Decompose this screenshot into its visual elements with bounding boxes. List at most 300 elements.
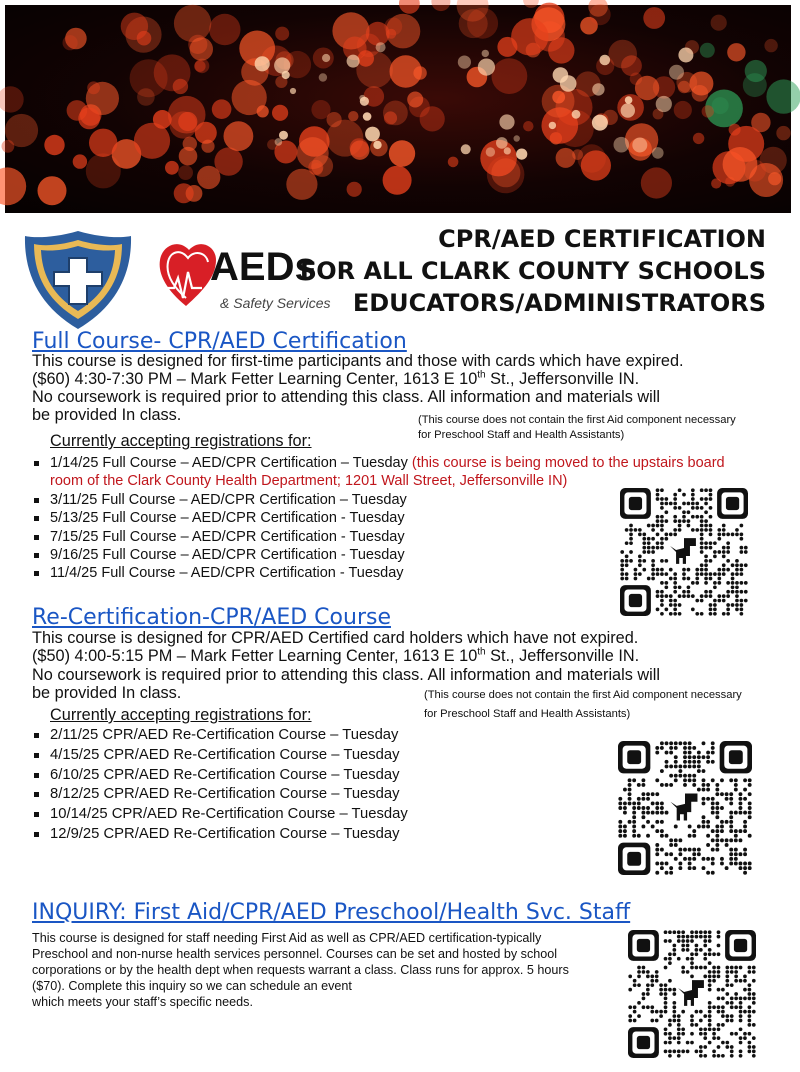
qr-module (743, 825, 747, 829)
qr-module (691, 493, 695, 497)
bokeh-light (134, 123, 170, 159)
qr-module (660, 541, 664, 545)
full-course-qr-code-icon[interactable] (620, 488, 750, 616)
qr-module (647, 546, 651, 550)
qr-module (708, 952, 712, 956)
qr-module (708, 1023, 712, 1027)
bokeh-light (44, 135, 64, 155)
qr-module (650, 983, 654, 987)
bokeh-light (348, 111, 358, 121)
qr-module (695, 612, 699, 616)
qr-module (660, 519, 664, 523)
qr-module (629, 528, 633, 532)
qr-module (632, 811, 636, 815)
qr-module (665, 783, 669, 787)
qr-module (668, 988, 672, 992)
qr-module (725, 792, 729, 796)
qr-module (729, 801, 733, 805)
qr-module (744, 590, 748, 594)
qr-module (721, 1014, 725, 1018)
qr-module (711, 838, 715, 842)
bokeh-light (556, 148, 576, 168)
qr-module (717, 581, 721, 585)
bokeh-highlight (275, 138, 283, 146)
qr-module (725, 974, 729, 978)
qr-module (690, 961, 694, 965)
qr-module (739, 792, 743, 796)
qr-module (699, 1010, 703, 1014)
qr-module (704, 541, 708, 545)
qr-module (700, 528, 704, 532)
qr-module (725, 1045, 729, 1049)
qr-module (688, 746, 692, 750)
qr-module (660, 848, 664, 852)
qr-module (702, 769, 706, 773)
qr-module (703, 952, 707, 956)
qr-module (678, 612, 682, 616)
qr-module (669, 866, 673, 870)
qr-module (687, 502, 691, 506)
qr-module (660, 594, 664, 598)
qr-module (664, 497, 668, 501)
qr-module (668, 957, 672, 961)
qr-module (647, 537, 651, 541)
qr-module (625, 572, 629, 576)
qr-module (677, 1050, 681, 1054)
bokeh-light (165, 161, 179, 175)
qr-module (688, 857, 692, 861)
full-course-date-item (32, 454, 725, 491)
bokeh-light (491, 158, 520, 187)
qr-module (740, 603, 744, 607)
qr-module (646, 834, 650, 838)
qr-module (642, 970, 646, 974)
qr-module (735, 594, 739, 598)
qr-module (665, 811, 669, 815)
qr-module (672, 988, 676, 992)
qr-module (743, 820, 747, 824)
qr-module (717, 1036, 721, 1040)
qr-module (708, 1014, 712, 1018)
bokeh-light (197, 166, 220, 189)
qr-module (743, 848, 747, 852)
qr-module (708, 1019, 712, 1023)
qr-module (735, 563, 739, 567)
qr-module (704, 546, 708, 550)
qr-module (647, 550, 651, 554)
qr-module (700, 532, 704, 536)
qr-module (729, 825, 733, 829)
qr-module (730, 1050, 734, 1054)
qr-module (620, 559, 624, 563)
qr-module (651, 524, 655, 528)
qr-module (682, 502, 686, 506)
qr-module (708, 1010, 712, 1014)
qr-module (699, 1032, 703, 1036)
qr-module (715, 806, 719, 810)
qr-module (637, 1014, 641, 1018)
bokeh-highlight (592, 83, 604, 95)
qr-module (695, 502, 699, 506)
recert-description-4: be provided In class. (32, 684, 182, 702)
qr-module (642, 532, 646, 536)
qr-module (697, 751, 701, 755)
qr-module (700, 506, 704, 510)
qr-module (660, 572, 664, 576)
bokeh-light (0, 167, 26, 205)
qr-module (678, 488, 682, 492)
qr-module (665, 871, 669, 875)
qr-module (688, 866, 692, 870)
qr-module (678, 866, 682, 870)
qr-module (673, 577, 677, 581)
qr-module (642, 997, 646, 1001)
qr-module (709, 546, 713, 550)
qr-module (722, 532, 726, 536)
qr-module (730, 1019, 734, 1023)
bokeh-highlight (632, 138, 647, 153)
qr-module (695, 581, 699, 585)
recert-qr-code-icon[interactable] (618, 741, 752, 875)
qr-module (740, 599, 744, 603)
qr-module (734, 811, 738, 815)
qr-module (673, 581, 677, 585)
qr-module (739, 1036, 743, 1040)
qr-module (655, 811, 659, 815)
qr-module (638, 559, 642, 563)
qr-module (729, 792, 733, 796)
qr-module (725, 1019, 729, 1023)
qr-module (655, 974, 659, 978)
recert-date-item: 2/11/25 CPR/AED Re-Certification Course – Tuesday (32, 726, 408, 746)
qr-module (743, 974, 747, 978)
full-course-note-1: (This course does not contain the first Aid component necessary (418, 414, 736, 426)
qr-module (681, 948, 685, 952)
qr-module (711, 811, 715, 815)
qr-module (651, 572, 655, 576)
qr-module (725, 866, 729, 870)
recert-heading-link[interactable]: Re-Certification-CPR/AED Course (32, 605, 391, 630)
qr-module (708, 988, 712, 992)
dinosaur-icon (670, 793, 697, 820)
qr-module (683, 848, 687, 852)
recert-description-2 (32, 647, 639, 665)
qr-module (637, 806, 641, 810)
qr-module (708, 974, 712, 978)
qr-module (678, 764, 682, 768)
qr-module (748, 1005, 752, 1009)
qr-module (677, 935, 681, 939)
qr-module (708, 961, 712, 965)
qr-module (674, 843, 678, 847)
qr-module (715, 825, 719, 829)
qr-module (681, 1032, 685, 1036)
qr-module (655, 746, 659, 750)
qr-module (651, 537, 655, 541)
qr-module (641, 778, 645, 782)
qr-module (713, 608, 717, 612)
qr-module (697, 852, 701, 856)
qr-module (655, 778, 659, 782)
qr-module (712, 952, 716, 956)
bokeh-light (523, 0, 539, 8)
qr-module (656, 515, 660, 519)
inquiry-description-5: which meets your staff’s specific needs. (32, 995, 253, 1009)
qr-module (740, 572, 744, 576)
qr-module (743, 979, 747, 983)
full-course-heading-link[interactable]: Full Course- CPR/AED Certification (32, 329, 407, 354)
qr-module (691, 581, 695, 585)
inquiry-qr-code-icon[interactable] (628, 930, 758, 1058)
qr-module (691, 497, 695, 501)
ordinal-suffix: th (477, 369, 486, 381)
qr-module (623, 788, 627, 792)
qr-module (656, 568, 660, 572)
qr-module (664, 983, 668, 987)
qr-module (665, 741, 669, 745)
title-line-1: CPR/AED CERTIFICATION (438, 225, 766, 253)
qr-module (711, 862, 715, 866)
qr-module (655, 862, 659, 866)
qr-module (625, 555, 629, 559)
qr-module (637, 797, 641, 801)
qr-module (650, 1019, 654, 1023)
qr-module (726, 608, 730, 612)
qr-module (692, 834, 696, 838)
inquiry-heading-link[interactable]: INQUIRY: First Aid/CPR/AED Preschool/Health Svc. Staff (32, 900, 631, 925)
qr-module (731, 603, 735, 607)
qr-module (697, 769, 701, 773)
qr-module (669, 532, 673, 536)
qr-module (739, 1050, 743, 1054)
bokeh-light (712, 97, 729, 114)
qr-module (668, 939, 672, 943)
bokeh-light (467, 8, 498, 39)
qr-module (632, 806, 636, 810)
bokeh-light (63, 35, 78, 50)
qr-module (717, 966, 721, 970)
qr-module (674, 857, 678, 861)
qr-module (650, 1005, 654, 1009)
qr-module (725, 1041, 729, 1045)
qr-module (660, 811, 664, 815)
qr-finder-core (726, 497, 739, 510)
qr-module (703, 935, 707, 939)
qr-module (625, 577, 629, 581)
inquiry-description-4: ($70). Complete this inquiry so we can schedule an event (32, 979, 352, 993)
qr-module (722, 528, 726, 532)
qr-module (650, 1010, 654, 1014)
qr-module (628, 783, 632, 787)
qr-module (722, 599, 726, 603)
qr-module (687, 568, 691, 572)
qr-module (664, 1005, 668, 1009)
qr-module (638, 528, 642, 532)
qr-module (706, 755, 710, 759)
qr-module (726, 590, 730, 594)
qr-module (656, 546, 660, 550)
qr-module (730, 1005, 734, 1009)
qr-module (629, 541, 633, 545)
qr-module (656, 572, 660, 576)
qr-module (690, 1041, 694, 1045)
qr-module (633, 983, 637, 987)
bokeh-light (201, 140, 214, 153)
qr-module (744, 581, 748, 585)
qr-module (711, 751, 715, 755)
bokeh-light (87, 81, 100, 94)
bokeh-light (73, 154, 87, 168)
qr-module (739, 1041, 743, 1045)
qr-module (682, 594, 686, 598)
qr-module (739, 997, 743, 1001)
qr-module (700, 519, 704, 523)
qr-module (655, 829, 659, 833)
bokeh-light (178, 165, 193, 180)
bokeh-highlight (274, 57, 290, 73)
qr-module (740, 612, 744, 616)
qr-module (655, 979, 659, 983)
qr-module (734, 1005, 738, 1009)
qr-module (740, 524, 744, 528)
qr-module (722, 555, 726, 559)
qr-module (712, 974, 716, 978)
bokeh-highlight (499, 114, 514, 129)
qr-module (748, 983, 752, 987)
qr-module (713, 555, 717, 559)
qr-module (686, 970, 690, 974)
bokeh-light (399, 0, 420, 14)
qr-module (628, 1019, 632, 1023)
qr-module (739, 829, 743, 833)
qr-module (739, 1005, 743, 1009)
qr-module (748, 1019, 752, 1023)
qr-module (743, 997, 747, 1001)
qr-module (664, 519, 668, 523)
qr-module (712, 1005, 716, 1009)
bokeh-light (643, 7, 665, 29)
qr-module (743, 829, 747, 833)
qr-module (646, 1005, 650, 1009)
bokeh-light (275, 27, 289, 41)
qr-module (688, 764, 692, 768)
qr-module (688, 778, 692, 782)
qr-module (674, 760, 678, 764)
qr-module (673, 612, 677, 616)
qr-module (725, 1014, 729, 1018)
bokeh-highlight (614, 137, 630, 153)
bokeh-highlight (365, 127, 380, 142)
qr-module (725, 966, 729, 970)
full-course-date-item: 7/15/25 Full Course – AED/CPR Certification - Tuesday (32, 528, 725, 546)
qr-module (655, 1010, 659, 1014)
qr-module (695, 599, 699, 603)
qr-module (697, 788, 701, 792)
qr-module (726, 559, 730, 563)
qr-module (739, 1027, 743, 1031)
qr-module (752, 1001, 756, 1005)
qr-module (715, 838, 719, 842)
qr-module (655, 820, 659, 824)
qr-module (702, 801, 706, 805)
qr-module (709, 559, 713, 563)
bokeh-light (168, 96, 206, 134)
qr-module (686, 1041, 690, 1045)
qr-module (633, 979, 637, 983)
bokeh-light (232, 80, 267, 115)
qr-module (726, 594, 730, 598)
qr-module (641, 825, 645, 829)
qr-module (664, 537, 668, 541)
qr-module (730, 1001, 734, 1005)
hero-banner-image (5, 5, 791, 213)
qr-module (688, 825, 692, 829)
qr-module (641, 797, 645, 801)
qr-module (628, 988, 632, 992)
qr-module (683, 751, 687, 755)
qr-module (673, 519, 677, 523)
bokeh-light (272, 105, 288, 121)
qr-module (739, 811, 743, 815)
title-line-2: FOR ALL CLARK COUNTY SCHOOLS (299, 257, 766, 285)
qr-module (703, 1032, 707, 1036)
qr-module (744, 546, 748, 550)
qr-module (659, 983, 663, 987)
qr-module (688, 862, 692, 866)
qr-module (708, 935, 712, 939)
qr-module (659, 1010, 663, 1014)
qr-module (660, 862, 664, 866)
qr-module (722, 594, 726, 598)
qr-module (692, 866, 696, 870)
qr-module (720, 806, 724, 810)
qr-module (709, 524, 713, 528)
qr-module (642, 559, 646, 563)
qr-module (739, 852, 743, 856)
qr-module (717, 528, 721, 532)
qr-module (729, 820, 733, 824)
qr-module (726, 568, 730, 572)
qr-module (690, 1023, 694, 1027)
qr-module (712, 1027, 716, 1031)
qr-module (687, 519, 691, 523)
qr-module (712, 966, 716, 970)
qr-module (704, 524, 708, 528)
qr-module (669, 746, 673, 750)
qr-module (664, 594, 668, 598)
qr-module (692, 760, 696, 764)
qr-module (669, 838, 673, 842)
qr-module (739, 866, 743, 870)
qr-module (629, 559, 633, 563)
qr-module (729, 797, 733, 801)
qr-module (752, 1010, 756, 1014)
qr-module (632, 801, 636, 805)
inquiry-description-2: Preschool and non-nurse health services personnel. Courses can be set and hosted by school (32, 947, 558, 961)
full-course-date-item: 11/4/25 Full Course – AED/CPR Certification - Tuesday (32, 564, 725, 582)
qr-module (700, 572, 704, 576)
qr-module (660, 820, 664, 824)
qr-module (646, 792, 650, 796)
qr-module (655, 1019, 659, 1023)
qr-module (740, 546, 744, 550)
bokeh-light (389, 140, 415, 166)
qr-module (713, 585, 717, 589)
qr-module (744, 550, 748, 554)
qr-module (642, 537, 646, 541)
qr-module (673, 528, 677, 532)
qr-module (678, 838, 682, 842)
